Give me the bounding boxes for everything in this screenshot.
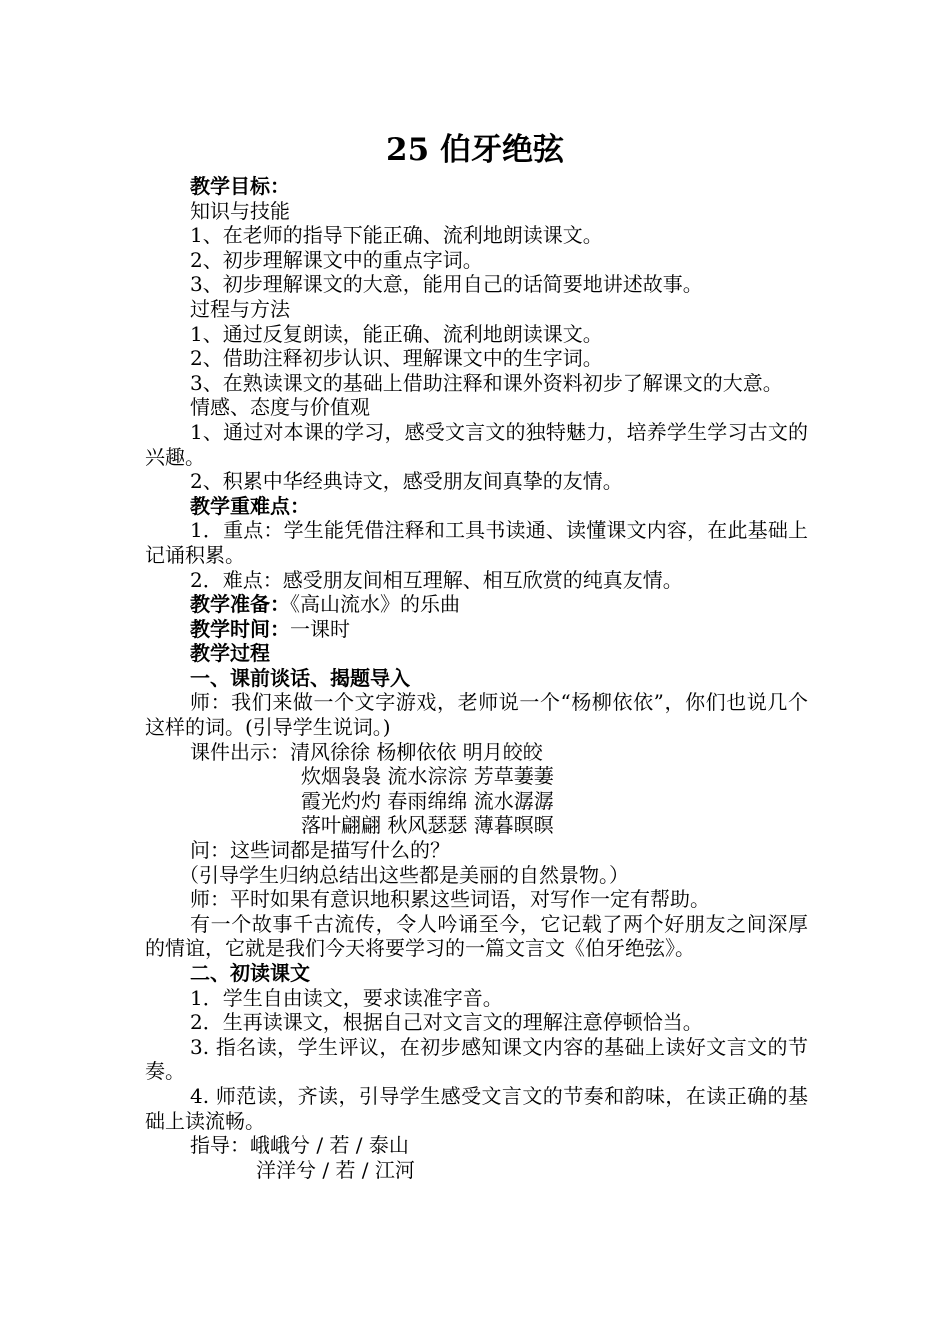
- paragraph: 1．学生自由读文，要求读准字音。: [190, 985, 503, 1010]
- guide-row: 洋洋兮 / 若 / 江河: [256, 1157, 415, 1182]
- word-list-row: 落叶翩翩 秋风瑟瑟 薄暮暝暝: [301, 813, 554, 838]
- time-text: 一课时: [290, 616, 350, 641]
- section-heading-key-points: 教学重难点：: [190, 493, 310, 518]
- preparation-label: 教学准备：: [190, 592, 290, 617]
- paragraph: 4. 师范读，齐读，引导学生感受文言文的节奏和韵味，在读正确的基础上读流畅。: [145, 1083, 808, 1133]
- paragraph: 有一个故事千古流传，令人吟诵至今，它记载了两个好朋友之间深厚的情谊，它就是我们今天将要学习的一篇文言文《伯牙绝弦》。: [145, 911, 808, 961]
- paragraph: 1．重点：学生能凭借注释和工具书读通、读懂课文内容，在此基础上记诵积累。: [145, 518, 808, 567]
- guide-label: 指导：: [190, 1133, 250, 1158]
- time-line: [145, 617, 808, 642]
- guide-row: 峨峨兮 / 若 / 泰山: [250, 1133, 409, 1158]
- section-heading-process: 教学过程: [190, 641, 270, 666]
- paragraph: （引导学生归纳总结出这些都是美丽的自然景物。）: [179, 862, 629, 887]
- paragraph: 3、在熟读课文的基础上借助注释和课外资料初步了解课文的大意。: [190, 370, 783, 395]
- paragraph: 问：这些词都是描写什么的？: [190, 838, 450, 863]
- word-list-line: [145, 740, 808, 765]
- paragraph: 1、在老师的指导下能正确、流利地朗读课文。: [190, 223, 603, 248]
- section-heading-first-reading: 二、初读课文: [190, 961, 310, 985]
- subheading-emotion: 情感、态度与价值观: [190, 395, 370, 420]
- paragraph: 师：平时如果有意识地积累这些词语，对写作一定有帮助。: [190, 887, 710, 912]
- subheading-knowledge: 知识与技能: [190, 198, 290, 223]
- word-list-row: 霞光灼灼 春雨绵绵 流水潺潺: [301, 788, 554, 813]
- paragraph: 1、通过反复朗读，能正确、流利地朗读课文。: [190, 321, 603, 346]
- preparation-line: [145, 592, 808, 617]
- time-label: 教学时间：: [190, 616, 290, 641]
- guide-line: [145, 1133, 808, 1158]
- subheading-process: 过程与方法: [190, 296, 290, 321]
- preparation-text: 《高山流水》的乐曲: [290, 592, 460, 617]
- section-heading-objectives: 教学目标：: [190, 174, 290, 198]
- paragraph: 2、借助注释初步认识、理解课文中的生字词。: [190, 346, 603, 371]
- word-list-row: 清风徐徐 杨柳依依 明月皎皎: [290, 739, 543, 764]
- word-list-row: 炊烟袅袅 流水淙淙 芳草萋萋: [301, 764, 554, 789]
- paragraph: 2、积累中华经典诗文，感受朋友间真挚的友情。: [190, 469, 623, 494]
- paragraph: 2．生再读课文，根据自己对文言文的理解注意停顿恰当。: [190, 1010, 703, 1035]
- document-body: [145, 174, 808, 1182]
- paragraph: 2、初步理解课文中的重点字词。: [190, 247, 483, 272]
- paragraph: 2．难点：感受朋友间相互理解、相互欣赏的纯真友情。: [190, 567, 683, 592]
- paragraph: 3、初步理解课文的大意，能用自己的话简要地讲述故事。: [190, 272, 703, 297]
- section-heading-intro: 一、课前谈话、揭题导入: [190, 665, 410, 690]
- paragraph: 1、通过对本课的学习，感受文言文的独特魅力，培养学生学习古文的兴趣。: [145, 419, 808, 469]
- document-title: 25 伯牙绝弦: [386, 132, 564, 168]
- word-list-label: 课件出示：: [190, 739, 290, 764]
- paragraph: 3. 指名读，学生评议，在初步感知课文内容的基础上读好文言文的节奏。: [145, 1034, 808, 1084]
- paragraph: 师：我们来做一个文字游戏，老师说一个“杨柳依依”，你们也说几个这样的词。(引导学生说词。): [145, 690, 808, 740]
